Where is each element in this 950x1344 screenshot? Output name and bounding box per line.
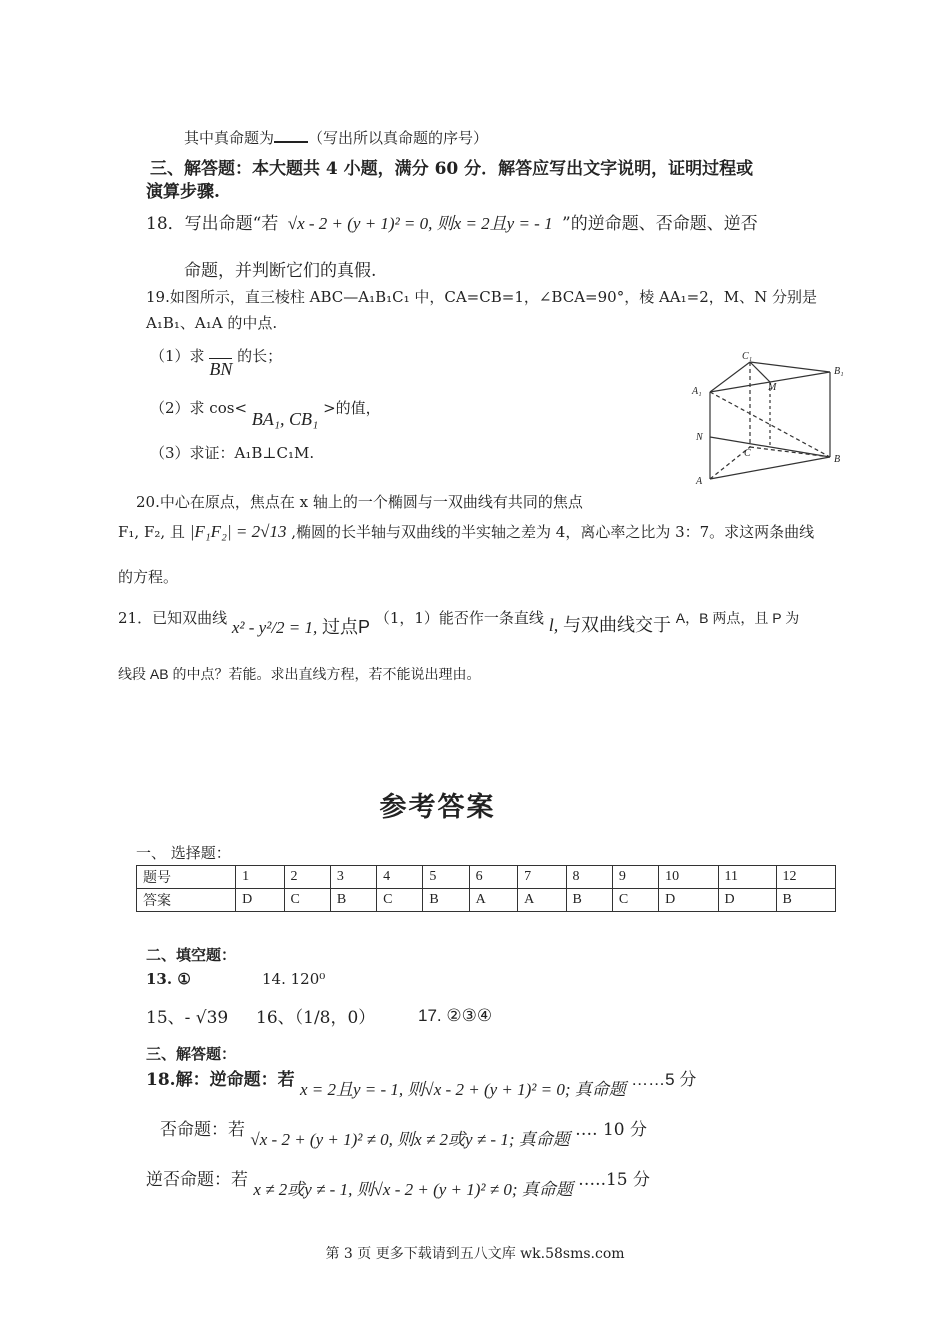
table-cell: 7 — [518, 866, 566, 889]
q21-text-c: （1，1）能否作一条直线 — [374, 609, 544, 627]
label-n: N — [696, 432, 703, 443]
fill-in-line — [184, 127, 488, 148]
q18-text-b: ”的逆命题、否命题、逆否 — [562, 214, 758, 234]
table-cell: C — [284, 889, 330, 912]
table-cell: 1 — [236, 866, 284, 889]
q19-2-text-b: >的值， — [323, 399, 381, 417]
section3-title: 三、解答题：本大题共 4 小题，满分 60 分．解答应写出文字说明，证明过程或 — [150, 159, 754, 179]
q19-1-text-b: 的长； — [237, 347, 283, 365]
question-19-part3: （3）求证：A₁B⊥C₁M. — [150, 444, 315, 462]
answer-13: 13. ① — [146, 970, 191, 988]
a18-contrapositive: x ≠ 2或y ≠ - 1, 则√x - 2 + (y + 1)² ≠ 0; 真命题 — [253, 1180, 573, 1199]
table-cell: B — [776, 889, 836, 912]
answer-section3-title: 三、解答题： — [146, 1045, 237, 1063]
question-20: 20.中心在原点，焦点在 x 轴上的一个椭圆与一双曲线有共同的焦点 — [136, 493, 583, 511]
question-21 — [118, 607, 800, 637]
q20-text-a: F₁, F₂, 且 — [118, 523, 185, 541]
table-cell: D — [236, 889, 284, 912]
table-cell: 2 — [284, 866, 330, 889]
prism-figure — [690, 352, 850, 492]
a18-head: 18.解：逆命题：若 — [146, 1070, 295, 1090]
label-c: C — [744, 448, 751, 459]
q18-formula: √x - 2 + (y + 1)² = 0, 则x = 2且y = - 1 — [287, 214, 553, 233]
table-cell: 8 — [566, 866, 612, 889]
a18-score-3: …..15 分 — [578, 1170, 651, 1190]
table-cell: B — [330, 889, 376, 912]
table-cell: C — [377, 889, 423, 912]
table-row — [137, 866, 836, 889]
question-21-cont: 线段 AB 的中点？若能。求出直线方程，若不能说出理由。 — [118, 666, 481, 682]
table-cell: C — [612, 889, 658, 912]
answer-18-line2 — [160, 1120, 648, 1149]
label-b1: B₁ — [834, 366, 844, 377]
q19-1-vector: BN — [209, 359, 233, 379]
answer-key-heading: 参考答案 — [379, 792, 496, 823]
section3-title-cont: 演算步骤. — [146, 182, 220, 202]
a18-score-1: ……5 分 — [631, 1070, 697, 1089]
q19-2-vectors: BA₁, CB₁ — [251, 409, 319, 429]
q21-text-e: A，B 两点，且 P 为 — [675, 610, 800, 626]
q18-text-a: 18．写出命题“若 — [146, 214, 279, 234]
q20-text-b: ,椭圆的长半轴与双曲线的半实轴之差为 4，离心率之比为 3：7。求这两条曲线 — [291, 523, 815, 541]
table-cell: B — [566, 889, 612, 912]
table-row — [137, 889, 836, 912]
label-b: B — [834, 454, 841, 465]
q21-text-d: 与双曲线交于 — [563, 615, 672, 635]
table-cell: 3 — [330, 866, 376, 889]
page-footer: 第 3 页 更多下载请到五八文库 wk.58sms.com — [325, 1246, 625, 1262]
table-cell: A — [469, 889, 517, 912]
table-cell: 题号 — [137, 866, 236, 889]
answer-15: 15、- √39 — [146, 1008, 229, 1028]
answer-17: 17. ②③④ — [418, 1006, 493, 1025]
answer-18-line1 — [146, 1070, 697, 1099]
q21-text-a: 21．已知双曲线 — [118, 609, 228, 627]
answer-table — [136, 865, 836, 912]
table-cell: D — [659, 889, 718, 912]
q21-text-b: 过点P — [322, 617, 371, 637]
q21-line-var: l, — [548, 615, 559, 635]
question-18-cont: 命题，并判断它们的真假. — [184, 261, 377, 281]
answer-section1-title: 一、 选择题： — [136, 844, 231, 862]
prompt-note: （写出所以真命题的序号） — [308, 129, 489, 147]
q20-formula: |F₁F₂| = 2√13 — [189, 522, 287, 541]
q19-2-text: （2）求 cos< — [150, 399, 248, 417]
table-cell: 12 — [776, 866, 836, 889]
a18-score-2: …. 10 分 — [575, 1120, 648, 1140]
answer-18-line3 — [146, 1170, 651, 1199]
question-19-part1 — [150, 345, 283, 379]
q19-1-text: （1）求 — [150, 347, 205, 365]
question-19-part2 — [150, 397, 381, 429]
q21-formula: x² - y²/2 = 1, — [231, 618, 318, 637]
label-c1: C₁ — [742, 352, 753, 362]
label-a1: A₁ — [692, 386, 702, 397]
question-19: 19.如图所示，直三棱柱 ABC—A₁B₁C₁ 中，CA=CB=1，∠BCA=90°，棱 AA₁=2，M、N 分别是 — [146, 288, 818, 306]
table-cell: 6 — [469, 866, 517, 889]
table-cell: 答案 — [137, 889, 236, 912]
label-m: M — [768, 382, 777, 393]
answer-section2-title: 二、填空题： — [146, 946, 237, 964]
label-a: A — [696, 476, 703, 487]
question-20-end: 的方程。 — [118, 568, 179, 586]
table-cell: 9 — [612, 866, 658, 889]
a18-inverse-head: 否命题：若 — [160, 1120, 245, 1140]
table-cell: A — [518, 889, 566, 912]
table-cell: 5 — [423, 866, 469, 889]
table-cell: 4 — [377, 866, 423, 889]
table-cell: 10 — [659, 866, 718, 889]
a18-inverse: √x - 2 + (y + 1)² ≠ 0, 则x ≠ 2或y ≠ - 1; 真命题 — [250, 1130, 570, 1149]
table-cell: 11 — [718, 866, 776, 889]
question-19-cont: A₁B₁、A₁A 的中点. — [146, 314, 278, 332]
prompt-text: 其中真命题为 — [184, 129, 275, 147]
question-20-cont — [118, 522, 814, 542]
table-cell: B — [423, 889, 469, 912]
a18-converse: x = 2且y = - 1, 则√x - 2 + (y + 1)² = 0; 真命题 — [299, 1080, 626, 1099]
table-cell: D — [718, 889, 776, 912]
a18-contrapositive-head: 逆否命题：若 — [146, 1170, 248, 1190]
answer-blank — [274, 127, 308, 143]
answer-16: 16、（1/8，0） — [256, 1008, 376, 1028]
question-18 — [146, 214, 758, 234]
answer-14: 14. 120⁰ — [262, 970, 326, 988]
